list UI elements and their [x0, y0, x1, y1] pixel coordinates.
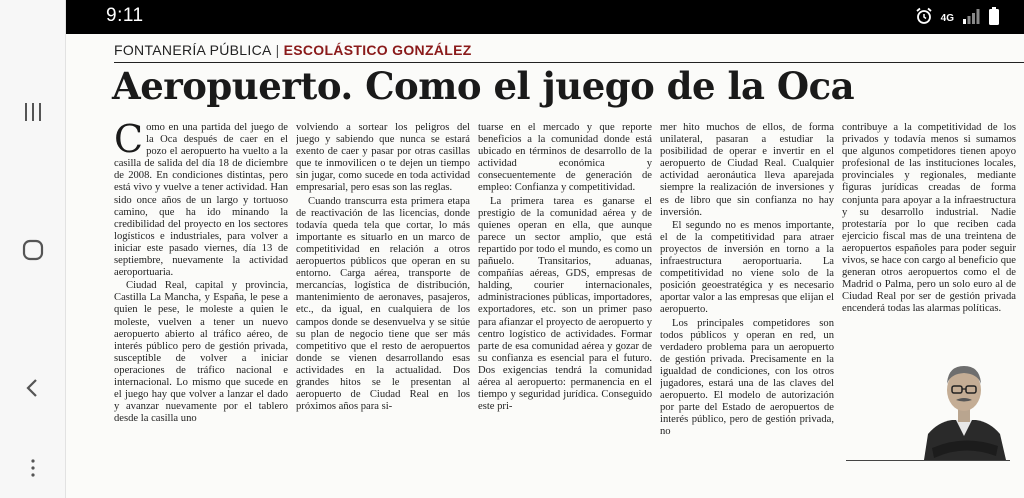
- paragraph: Cuando transcurra esta primera etapa de reactivación de las licencias, donde todavía queda tela que cortar, lo más importante es situarlo en un marco de competitividad en relación a otros aeropuertos públicos que operan en su entorno. Carga aérea, transporte de mercancías, logística de distribución, mantenimiento de aeronaves, pasajeros, etc., da igual, en cualquiera de los campos donde se desenvuelva y se sitúe su plan de negocio tiene que ser más competitivo que el resto de aeropuertos donde se vienen desarrollando esas actividades en la actualidad. Dos grandes hitos se le presentan al aeropuerto de Ciudad Real en los próximos años para si-: [296, 195, 470, 413]
- status-time: 9:11: [106, 5, 144, 26]
- paragraph: volviendo a sortear los peligros del juego y sabiendo que nunca se estará exento de caer y pasar por otras casillas que te inmovilicen o te dejen un tiempo sin jugar, como sucede en toda actividad empresarial, pero esas son las reglas.: [296, 122, 470, 194]
- column-1: [114, 122, 288, 492]
- menu-dots-icon[interactable]: [13, 448, 53, 488]
- paragraph: Los principales competidores son todos públicos y operan en red, un verdadero problema para un aeropuerto de gestión privada. Precisamente en la igualdad de condiciones, con los otros jugadores, estará una de las claves del aeropuerto. El modelo de autorización por parte del Estado de aeropuertos de interés público, pero de gestión privada, no: [660, 317, 834, 438]
- author-name: ESCOLÁSTICO GONZÁLEZ: [283, 42, 472, 58]
- column-5: [842, 122, 1016, 377]
- section-name: FONTANERÍA PÚBLICA: [114, 42, 272, 58]
- column-4: [660, 122, 834, 492]
- drop-cap: C: [114, 122, 144, 161]
- column-3: [478, 122, 652, 492]
- status-bar: [66, 0, 1024, 34]
- article-clipping: [66, 34, 1024, 498]
- paragraph: mer hito muchos de ellos, de forma unilateral, pasaran a estudiar la posibilidad de operar e invertir en el aeropuerto de Ciudad Real. Cualquier actividad aeronáutica lleva aparejada siempre la realización de inversiones y es de libro que sin confianza no hay inversión.: [660, 122, 834, 218]
- paragraph: Ciudad Real, capital y provincia, Castilla La Mancha, y España, le pese a quien le pese, le moleste a quien le moleste, vuelven a tener un nuevo aeropuerto abierto al tráfico aéreo, de interés público pero de gestión privada, susceptible de volver a iniciar operaciones de tráfico nacional e internacional. Lo mismo que sucede en el juego hay que volver a lanzar el dado y avanzar nuevamente por el tablero desde la casilla uno: [114, 280, 288, 425]
- column-end-rule: [846, 460, 1010, 461]
- home-icon[interactable]: [13, 230, 53, 270]
- recents-icon[interactable]: [13, 92, 53, 132]
- article-headline: Aeropuerto. Como el juego de la Oca: [112, 64, 855, 108]
- status-icons: [915, 7, 1000, 30]
- author-photo: [918, 352, 1010, 460]
- kicker-divider: [114, 62, 1024, 63]
- kicker-separator: |: [275, 42, 280, 58]
- paragraph: Como en una partida del juego de la Oca después de caer en el pozo el aeropuerto ha vuelto a la casilla de salida del día 18 de diciembre de 2008. En condiciones distintas, pero está vivo y vuelve a tener actividad. Han sido once años de un largo y tortuoso camino, que ha ido minando la credibilidad del proyecto en los sectores logísticos e industriales, para volver a iniciar este pasado viernes, día 13 de septiembre, nuevamente la actividad aeroportuaria.: [114, 122, 288, 279]
- column-2: [296, 122, 470, 492]
- back-icon[interactable]: [13, 368, 53, 408]
- alarm-icon: [915, 7, 933, 30]
- article-body: [114, 122, 1016, 492]
- battery-icon: [988, 7, 1000, 30]
- navigation-bar: [0, 0, 66, 498]
- network-type: 4G: [940, 12, 954, 24]
- signal-icon: [962, 8, 980, 29]
- paragraph: contribuye a la competitividad de los privados y todavía menos si sumamos que algunos competidores tienen apoyo profesional de las instituciones locales, provinciales y regionales, mediante figuras jurídicas creadas de forma conjunta para apoyar a la infraestructura y su desarrollo industrial. Nadie protestaría por lo que reciben cada ejercicio fiscal mas de una treintena de aeropuertos españoles para poder seguir vivos, se hace con cargo al beneficio que generan otros aeropuertos como el de Madrid o Palma, pero un solo euro al de Ciudad Real por ser de gestión privada encenderá todas las alarmas políticas.: [842, 122, 1016, 315]
- paragraph: La primera tarea es ganarse el prestigio de la comunidad aérea y de quienes operan en ella, que aunque parece un sector amplio, que está repartido por todo el mundo, es como un pañuelo. Transitarios, aduanas, compañías aéreas, GDS, empresas de halding, courier internacionales, administraciones públicas, importadores, exportadores, etc. son un primer paso para afianzar el proyecto de aeropuerto y centro logístico de actividades. Formar parte de esa comunidad aérea y gozar de su confianza es esencial para el futuro. Dos exigencias tendrá la comunidad aérea al aeropuerto: permanencia en el tiempo y seguridad jurídica. Conseguido este pri-: [478, 195, 652, 413]
- article-kicker: [114, 42, 472, 62]
- paragraph: El segundo no es menos importante, el de la competitividad para atraer proyectos de inversión en torno a la infraestructura aeroportuaria. La competitividad no viene solo de la posición geoestratégica y es necesario aportar valor a las empresas que elijan el aeropuerto.: [660, 219, 834, 316]
- paragraph: tuarse en el mercado y que reporte beneficios a la comunidad donde está ubicado en términos de desarrollo de la actividad económica y consecuentemente de generación de empleo: Confianza y competitividad.: [478, 122, 652, 194]
